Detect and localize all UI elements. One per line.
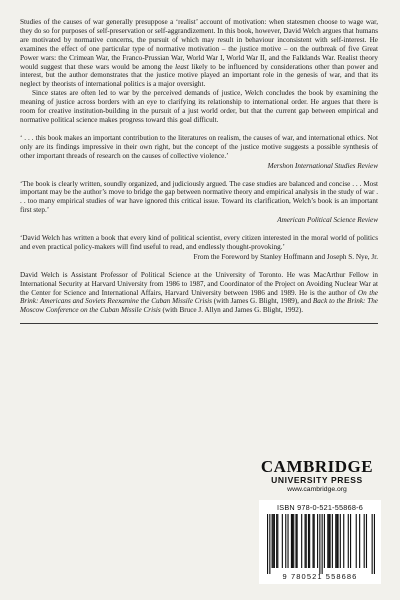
barcode-bar [267, 514, 268, 574]
cover-text [20, 18, 378, 324]
barcode-bar [305, 514, 306, 568]
barcode-bar [274, 514, 275, 568]
barcode-bar [317, 514, 318, 568]
barcode-bar [337, 514, 338, 568]
barcode-bar [350, 514, 351, 568]
publisher-url: www.cambridge.org [287, 486, 347, 493]
barcode-bar [319, 514, 320, 574]
barcode-bar [291, 514, 292, 568]
barcode-bar [277, 514, 278, 568]
publisher-name: CAMBRIDGE [260, 457, 374, 476]
book-title-2: Back to the Brink: The Moscow Conference on the Cuban Missile Crisis [20, 297, 378, 315]
barcode-bar [269, 514, 270, 574]
barcode-block [259, 500, 381, 584]
barcode-bar [324, 514, 325, 568]
barcode-bar [295, 514, 296, 568]
barcode-bar [285, 514, 286, 568]
description-paragraph-1: Studies of the causes of war generally presuppose a ‘realist’ account of motivation: when statesmen choose to wage war, they do so for purposes of self-preservation or self-aggrandizement. In this book, however, David Welch argues that humans are motivated by normative concerns, the pursuit of which may result in behaviour inconsistent with self-interest. He examines the effect of one particular type of normative motivation – the justice motive – on the outbreak of five Great Power wars: the Crimean War, the Franco-Prussian War, World War I, World War II, and the Falklands War. Realist theory would suggest that these wars would be among the least likely to be influenced by considerations other than power and interest, but the author demonstrates that the justice motive played an important role in the genesis of war, and that its neglect by theorists of international politics is a major oversight. [20, 18, 379, 89]
isbn-label: ISBN 978-0-521-55868-6 [277, 503, 363, 512]
barcode-bar [327, 514, 328, 568]
author-bio: David Welch is Assistant Professor of Political Science at the University of Toronto. He was MacArthur Fellow in International Security at Harvard University from 1986 to 1987, and Coordinator of the Project on Avoiding Nuclear War at the Center for Science and International Affairs, Harvard University between 1986 and 1989. He is the author of On the Brink: Americans and Soviets Reexamine the Cuban Missile Crisis (with James G. Blight, 1989), and Back to the Brink: The Moscow Conference on the Cuban Missile Crisis (with Bruce J. Allyn and James G. Blight, 1992). [20, 270, 378, 315]
barcode-bar [314, 514, 315, 568]
barcode-bar [272, 514, 273, 568]
barcode-bar [312, 514, 313, 568]
barcode-bar [322, 514, 323, 574]
barcode-bar [293, 514, 294, 568]
publisher-logo [254, 458, 380, 494]
barcode-bar [308, 514, 309, 568]
barcode-bar [348, 514, 349, 568]
barcode-bar [276, 514, 277, 568]
barcode-bar [297, 514, 298, 568]
barcode-bar [282, 514, 283, 568]
barcode-icon [267, 514, 375, 574]
barcode-bar [359, 514, 360, 568]
barcode-bar [366, 514, 367, 568]
barcode-bar [372, 514, 373, 574]
barcode-bar [328, 514, 329, 568]
barcode-bar [309, 514, 310, 568]
barcode-bar [340, 514, 341, 568]
barcode-bar [273, 514, 274, 568]
review-quote-3: ‘David Welch has written a book that every kind of political scientist, every citizen interested in the moral world of politics and even practical policy-makers will find useful to read, and endlessly thought-provoking.’ [20, 234, 378, 251]
barcode-bar [332, 514, 333, 568]
barcode-bar [292, 514, 293, 568]
barcode-bar [364, 514, 365, 568]
book-title-1: On the Brink: Americans and Soviets Reexamine the Cuban Missile Crisis [20, 288, 378, 306]
review-source-2: American Political Science Review [277, 216, 378, 225]
review-quote-2: ‘The book is clearly written, soundly organized, and judiciously argued. The case studies are balanced and concise . . . Most important may be the author’s move to bridge the gap between normative theory and empirical analysis in the study of war . . . too many empirical studies of war have ignored this critical issue. Toward its clarification, Welch’s book is an important first step.’ [20, 179, 378, 215]
divider-rule [20, 323, 378, 324]
foreword-attribution: From the Foreword by Stanley Hoffmann and Joseph S. Nye, Jr. [193, 252, 378, 261]
emphasis-least: least [175, 62, 189, 71]
publisher-subtitle: UNIVERSITY PRESS [271, 475, 363, 485]
barcode-bar [335, 514, 336, 568]
barcode-bar [287, 514, 288, 568]
review-quote-1: ‘ . . . this book makes an important contribution to the literatures on realism, the causes of war, and international ethics. Not only are its findings impressive in their own right, but the concept of the justice motive suggests a possible synthesis of other important threads of research on the causes of collective violence.’ [20, 133, 378, 160]
barcode-bar [330, 514, 331, 568]
barcode-bar [374, 514, 375, 574]
review-source-1: Mershon International Studies Review [267, 161, 378, 170]
description-paragraph-2: Since states are often led to war by the perceived demands of justice, Welch concludes the book by examining the meaning of justice across borders with an eye to clarifying its relationship to international order. He argues that there is room for creative institution-building in the pursuit of a just world order, but that the current gap between empirical and normative political science makes progress toward this goal difficult. [20, 89, 378, 124]
barcode-bar [356, 514, 357, 568]
barcode-bar [306, 514, 307, 568]
barcode-digits: 9 780521 558686 [282, 572, 358, 581]
barcode-bar [336, 514, 337, 568]
barcode-bar [343, 514, 344, 568]
barcode-bar [301, 514, 302, 568]
